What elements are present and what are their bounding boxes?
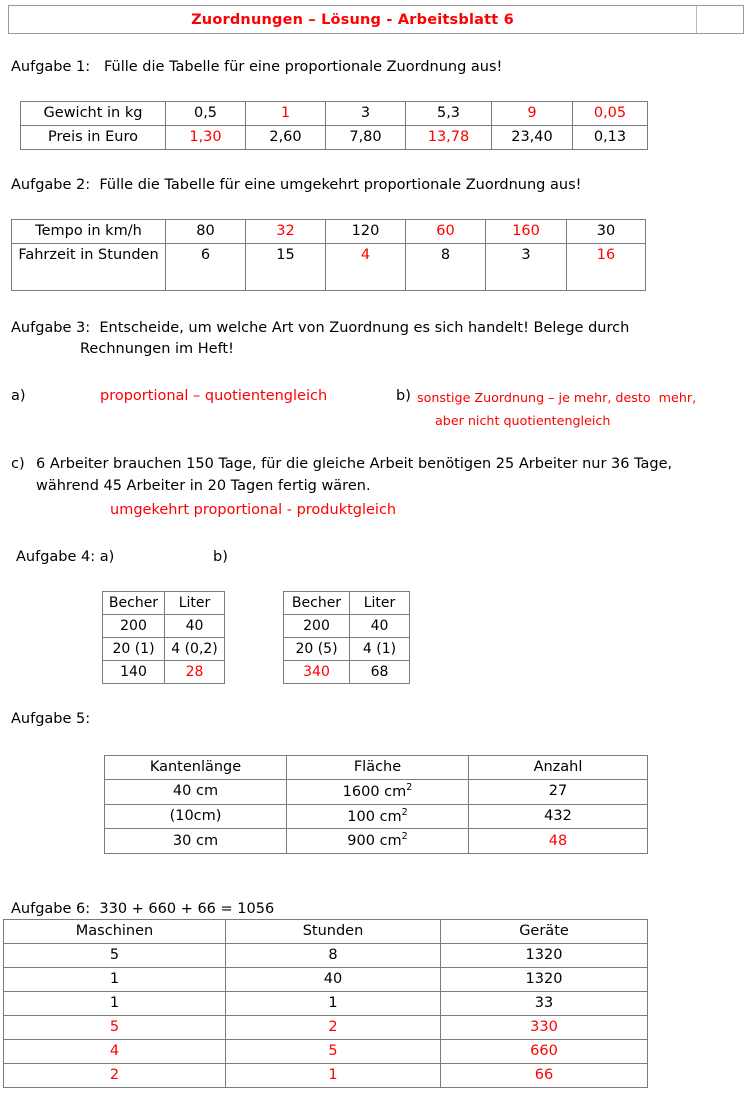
data-cell: 1: [226, 1064, 441, 1088]
table-row: [284, 661, 410, 684]
data-cell: 20 (5): [284, 638, 350, 661]
table-row: [21, 125, 648, 149]
table-row: [103, 615, 225, 638]
data-cell: 5: [4, 1016, 226, 1040]
data-cell: 4 (0,2): [165, 638, 225, 661]
column-header: Anzahl: [469, 756, 648, 780]
aufgabe3-a-answer: proportional – quotientengleich: [100, 388, 328, 404]
aufgabe2-heading: Aufgabe 2: Fülle die Tabelle für eine umgekehrt proportionale Zuordnung aus!: [11, 177, 582, 193]
title-cell-main: [9, 6, 697, 33]
worksheet-title-bar: [8, 5, 744, 34]
area-exponent: 2: [401, 806, 408, 818]
data-cell: 2,60: [246, 125, 326, 149]
data-cell: 40: [350, 615, 410, 638]
data-cell: 23,40: [492, 125, 573, 149]
aufgabe4-b-label: b): [213, 549, 228, 565]
area-value: 100 cm: [347, 808, 402, 825]
table-aufgabe4a: [102, 591, 225, 684]
data-cell: 200: [284, 615, 350, 638]
table-row: [105, 780, 648, 805]
table-aufgabe1: [20, 101, 648, 150]
data-cell: 80: [166, 220, 246, 244]
table-aufgabe6: [3, 919, 648, 1088]
page-title: Zuordnungen – Lösung - Arbeitsblatt 6: [191, 11, 514, 28]
data-cell: 2: [226, 1016, 441, 1040]
table-row: [12, 220, 646, 244]
aufgabe3-c-answer: umgekehrt proportional - produktgleich: [110, 502, 397, 518]
data-cell: 4: [4, 1040, 226, 1064]
area-value: 900 cm: [347, 833, 402, 850]
data-cell: 5,3: [406, 102, 492, 126]
row-label: Tempo in km/h: [12, 220, 166, 244]
aufgabe3-c-text-line1: 6 Arbeiter brauchen 150 Tage, für die gleiche Arbeit benötigen 25 Arbeiter nur 36 Tage,: [36, 456, 673, 472]
data-cell: 48: [469, 829, 648, 854]
data-cell: 3: [486, 244, 567, 291]
aufgabe6-heading: Aufgabe 6: 330 + 660 + 66 = 1056: [11, 901, 275, 917]
data-cell: 40: [165, 615, 225, 638]
row-label: Fahrzeit in Stunden: [12, 244, 166, 291]
column-header: Stunden: [226, 920, 441, 944]
data-cell: 1: [226, 992, 441, 1016]
data-cell: 27: [469, 780, 648, 805]
data-cell-area: [287, 829, 469, 854]
column-header: Liter: [350, 592, 410, 615]
table-row: [4, 992, 648, 1016]
aufgabe3-b-label: b): [396, 388, 411, 404]
aufgabe3-b-answer-line2: aber nicht quotientengleich: [435, 413, 611, 428]
row-label: Preis in Euro: [21, 125, 166, 149]
data-cell: 1: [4, 968, 226, 992]
data-cell-area: [287, 804, 469, 829]
table-row: [284, 638, 410, 661]
table-row: [4, 1064, 648, 1088]
aufgabe5-heading: Aufgabe 5:: [11, 711, 91, 727]
table-row: [4, 920, 648, 944]
data-cell: 5: [226, 1040, 441, 1064]
column-header: Maschinen: [4, 920, 226, 944]
data-cell: 140: [103, 661, 165, 684]
table-row: [12, 244, 646, 291]
data-cell: 3: [326, 102, 406, 126]
data-cell: 13,78: [406, 125, 492, 149]
data-cell: 0,05: [573, 102, 648, 126]
title-cell-empty: [697, 6, 743, 33]
table-row: [4, 1016, 648, 1040]
data-cell: (10cm): [105, 804, 287, 829]
data-cell: 6: [166, 244, 246, 291]
data-cell: 30 cm: [105, 829, 287, 854]
data-cell: 15: [246, 244, 326, 291]
table-row: [284, 615, 410, 638]
data-cell: 28: [165, 661, 225, 684]
table-aufgabe5: [104, 755, 648, 854]
data-cell: 7,80: [326, 125, 406, 149]
data-cell: 40: [226, 968, 441, 992]
table-aufgabe4b: [283, 591, 410, 684]
aufgabe3-heading-line1: Aufgabe 3: Entscheide, um welche Art von Zuordnung es sich handelt! Belege durch: [11, 320, 630, 336]
column-header: Fläche: [287, 756, 469, 780]
data-cell: 9: [492, 102, 573, 126]
data-cell: 40 cm: [105, 780, 287, 805]
data-cell: 60: [406, 220, 486, 244]
table-row: [284, 592, 410, 615]
table-row: [105, 804, 648, 829]
data-cell: 8: [226, 944, 441, 968]
table-row: [105, 829, 648, 854]
aufgabe3-c-text-line2: während 45 Arbeiter in 20 Tagen fertig wären.: [36, 478, 371, 494]
area-exponent: 2: [406, 782, 413, 793]
table-row: [103, 638, 225, 661]
data-cell: 5: [4, 944, 226, 968]
data-cell: 160: [486, 220, 567, 244]
column-header: Kantenlänge: [105, 756, 287, 780]
data-cell: 16: [567, 244, 646, 291]
row-label: Gewicht in kg: [21, 102, 166, 126]
data-cell-area: [287, 780, 469, 805]
data-cell: 4 (1): [350, 638, 410, 661]
data-cell: 1320: [441, 968, 648, 992]
data-cell: 1320: [441, 944, 648, 968]
data-cell: 1,30: [166, 125, 246, 149]
table-row: [4, 968, 648, 992]
data-cell: 1: [246, 102, 326, 126]
data-cell: 4: [326, 244, 406, 291]
data-cell: 200: [103, 615, 165, 638]
table-row: [103, 592, 225, 615]
data-cell: 330: [441, 1016, 648, 1040]
column-header: Becher: [103, 592, 165, 615]
aufgabe3-b-answer-line1: sonstige Zuordnung – je mehr, desto mehr,: [417, 390, 697, 405]
table-row: [4, 944, 648, 968]
data-cell: 0,5: [166, 102, 246, 126]
aufgabe4-heading: Aufgabe 4: a): [16, 549, 115, 565]
data-cell: 30: [567, 220, 646, 244]
data-cell: 432: [469, 804, 648, 829]
aufgabe3-a-label: a): [11, 388, 26, 404]
data-cell: 0,13: [573, 125, 648, 149]
aufgabe1-heading: Aufgabe 1: Fülle die Tabelle für eine proportionale Zuordnung aus!: [11, 59, 503, 75]
table-row: [4, 1040, 648, 1064]
area-value: 1600 cm: [342, 783, 407, 800]
column-header: Geräte: [441, 920, 648, 944]
table-row: [21, 102, 648, 126]
aufgabe3-heading-line2: Rechnungen im Heft!: [80, 341, 234, 357]
table-row: [103, 661, 225, 684]
table-aufgabe2: [11, 219, 646, 291]
table-row: [105, 756, 648, 780]
column-header: Liter: [165, 592, 225, 615]
column-header: Becher: [284, 592, 350, 615]
data-cell: 660: [441, 1040, 648, 1064]
data-cell: 340: [284, 661, 350, 684]
data-cell: 1: [4, 992, 226, 1016]
data-cell: 120: [326, 220, 406, 244]
data-cell: 20 (1): [103, 638, 165, 661]
data-cell: 33: [441, 992, 648, 1016]
area-exponent: 2: [401, 831, 408, 843]
data-cell: 2: [4, 1064, 226, 1088]
data-cell: 32: [246, 220, 326, 244]
data-cell: 66: [441, 1064, 648, 1088]
aufgabe3-c-label: c): [11, 456, 25, 472]
data-cell: 68: [350, 661, 410, 684]
data-cell: 8: [406, 244, 486, 291]
